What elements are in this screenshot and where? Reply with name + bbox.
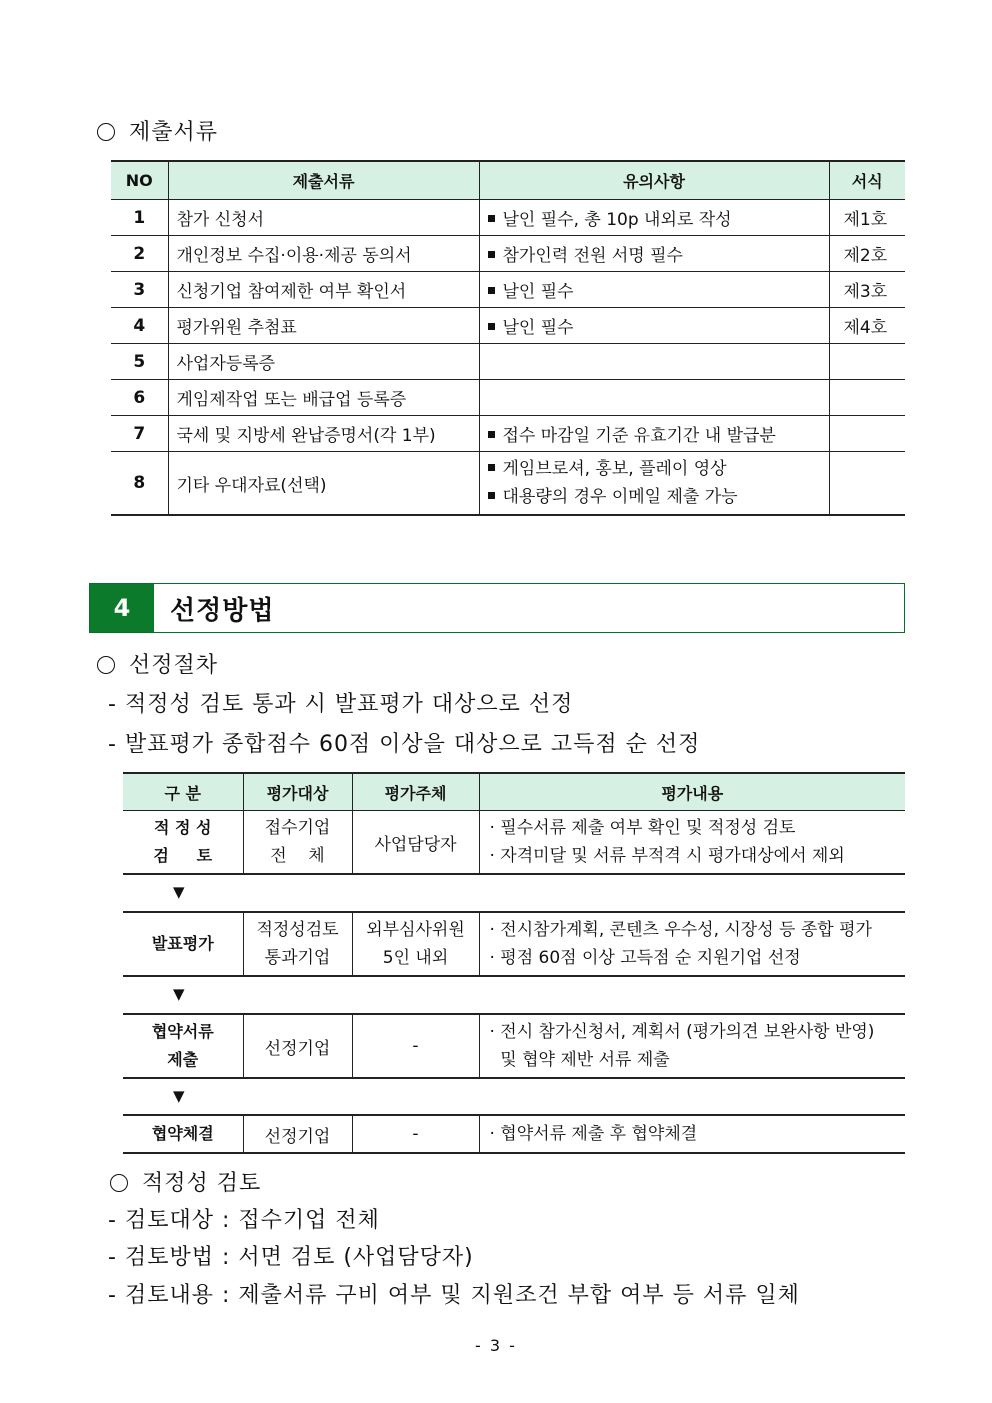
eval-table — [123, 772, 905, 875]
table-row — [111, 380, 905, 416]
eval-target: 적정성검토 통과기업 — [243, 912, 352, 976]
table-row — [111, 452, 905, 516]
review-item: - 검토방법 : 서면 검토 (사업담당자) — [108, 1245, 474, 1270]
review-item: - 검토대상 : 접수기업 전체 — [108, 1208, 380, 1233]
table-row — [123, 811, 905, 875]
eval-content: · 전시참가계획, 콘텐츠 우수성, 시장성 등 종합 평가 · 평점 60점 이상 고득점 순 지원기업 선정 — [479, 912, 905, 976]
procedure-heading: 선정절차 — [97, 648, 218, 679]
procedure-item: - 발표평가 종합점수 60점 이상을 대상으로 고득점 순 선정 — [108, 732, 701, 757]
submit-docs-heading: 제출서류 — [97, 115, 218, 146]
col-header-doc: 제출서류 — [168, 161, 479, 200]
section-number: 4 — [90, 584, 154, 632]
row-doc: 평가위원 추첨표 — [168, 308, 479, 344]
row-doc: 기타 우대자료(선택) — [168, 452, 479, 516]
table-row — [111, 200, 905, 236]
procedure-item: - 적정성 검토 통과 시 발표평가 대상으로 선정 — [108, 692, 574, 717]
row-no: 5 — [111, 344, 168, 380]
row-no: 3 — [111, 272, 168, 308]
table-header-row — [123, 773, 905, 811]
eval-evaluator: - — [352, 1014, 479, 1078]
row-no: 1 — [111, 200, 168, 236]
eval-category: 협약체결 — [123, 1115, 243, 1153]
row-doc: 사업자등록증 — [168, 344, 479, 380]
row-notes — [479, 344, 829, 380]
section-title: 선정방법 — [170, 595, 275, 626]
row-notes: 접수 마감일 기준 유효기간 내 발급분 — [479, 416, 829, 452]
eval-evaluator: - — [352, 1115, 479, 1153]
down-arrow-icon: ▼ — [173, 883, 185, 901]
col-header-form: 서식 — [829, 161, 905, 200]
circle-bullet-icon — [110, 1174, 128, 1192]
row-doc: 개인정보 수집·이용·제공 동의서 — [168, 236, 479, 272]
eval-content: · 필수서류 제출 여부 확인 및 적정성 검토 · 자격미달 및 서류 부적격 시 평가대상에서 제외 — [479, 811, 905, 875]
eval-evaluator: 사업담당자 — [352, 811, 479, 875]
table-row — [123, 1115, 905, 1153]
table-row — [111, 344, 905, 380]
eval-content: · 전시 참가신청서, 계획서 (평가의견 보완사항 반영) 및 협약 제반 서류 제출 — [479, 1014, 905, 1078]
eval-category: 발표평가 — [123, 912, 243, 976]
row-doc: 국세 및 지방세 완납증명서(각 1부) — [168, 416, 479, 452]
submit-docs-table — [111, 160, 905, 516]
table-row — [123, 912, 905, 976]
col-header-category: 구 분 — [123, 773, 243, 811]
row-no: 2 — [111, 236, 168, 272]
row-form — [829, 416, 905, 452]
circle-bullet-icon — [97, 123, 115, 141]
row-form: 제1호 — [829, 200, 905, 236]
eval-table-row-block — [123, 1013, 905, 1079]
eval-target: 선정기업 — [243, 1115, 352, 1153]
row-form — [829, 344, 905, 380]
row-notes — [479, 452, 829, 516]
square-bullet-icon — [488, 215, 495, 222]
square-bullet-icon — [488, 431, 495, 438]
square-bullet-icon — [488, 251, 495, 258]
eval-table-row-block — [123, 1114, 905, 1154]
row-doc: 참가 신청서 — [168, 200, 479, 236]
square-bullet-icon — [488, 323, 495, 330]
eval-target: 선정기업 — [243, 1014, 352, 1078]
down-arrow-icon: ▼ — [173, 985, 185, 1003]
row-form — [829, 380, 905, 416]
review-heading: 적정성 검토 — [110, 1166, 261, 1197]
page-number: - 3 - — [475, 1336, 517, 1355]
square-bullet-icon — [488, 492, 495, 499]
row-notes: 날인 필수 — [479, 308, 829, 344]
row-notes: 참가인력 전원 서명 필수 — [479, 236, 829, 272]
eval-category: 협약서류 제출 — [123, 1014, 243, 1078]
col-header-notes: 유의사항 — [479, 161, 829, 200]
review-item: - 검토내용 : 제출서류 구비 여부 및 지원조건 부합 여부 등 서류 일체 — [108, 1283, 800, 1308]
row-no: 4 — [111, 308, 168, 344]
col-header-no: NO — [111, 161, 168, 200]
eval-table-row-block — [123, 911, 905, 977]
row-doc: 신청기업 참여제한 여부 확인서 — [168, 272, 479, 308]
eval-evaluator: 외부심사위원 5인 내외 — [352, 912, 479, 976]
table-row — [111, 416, 905, 452]
col-header-evaluator: 평가주체 — [352, 773, 479, 811]
table-header-row — [111, 161, 905, 200]
row-no: 6 — [111, 380, 168, 416]
section-header — [89, 583, 905, 633]
row-no: 7 — [111, 416, 168, 452]
row-form: 제2호 — [829, 236, 905, 272]
circle-bullet-icon — [97, 656, 115, 674]
down-arrow-icon: ▼ — [173, 1087, 185, 1105]
row-form: 제4호 — [829, 308, 905, 344]
note-line: 대용량의 경우 이메일 제출 가능 — [488, 483, 821, 511]
square-bullet-icon — [488, 464, 495, 471]
square-bullet-icon — [488, 287, 495, 294]
table-row — [111, 236, 905, 272]
row-notes: 날인 필수, 총 10p 내외로 작성 — [479, 200, 829, 236]
eval-category: 적 정 성 검 토 — [123, 811, 243, 875]
eval-target: 접수기업 전 체 — [243, 811, 352, 875]
table-row — [123, 1014, 905, 1078]
table-row — [111, 272, 905, 308]
row-form: 제3호 — [829, 272, 905, 308]
note-line: 게임브로셔, 홍보, 플레이 영상 — [488, 455, 821, 483]
row-notes: 날인 필수 — [479, 272, 829, 308]
col-header-content: 평가내용 — [479, 773, 905, 811]
table-row — [111, 308, 905, 344]
row-doc: 게임제작업 또는 배급업 등록증 — [168, 380, 479, 416]
row-no: 8 — [111, 452, 168, 516]
eval-content: · 협약서류 제출 후 협약체결 — [479, 1115, 905, 1153]
row-notes — [479, 380, 829, 416]
col-header-target: 평가대상 — [243, 773, 352, 811]
row-form — [829, 452, 905, 516]
